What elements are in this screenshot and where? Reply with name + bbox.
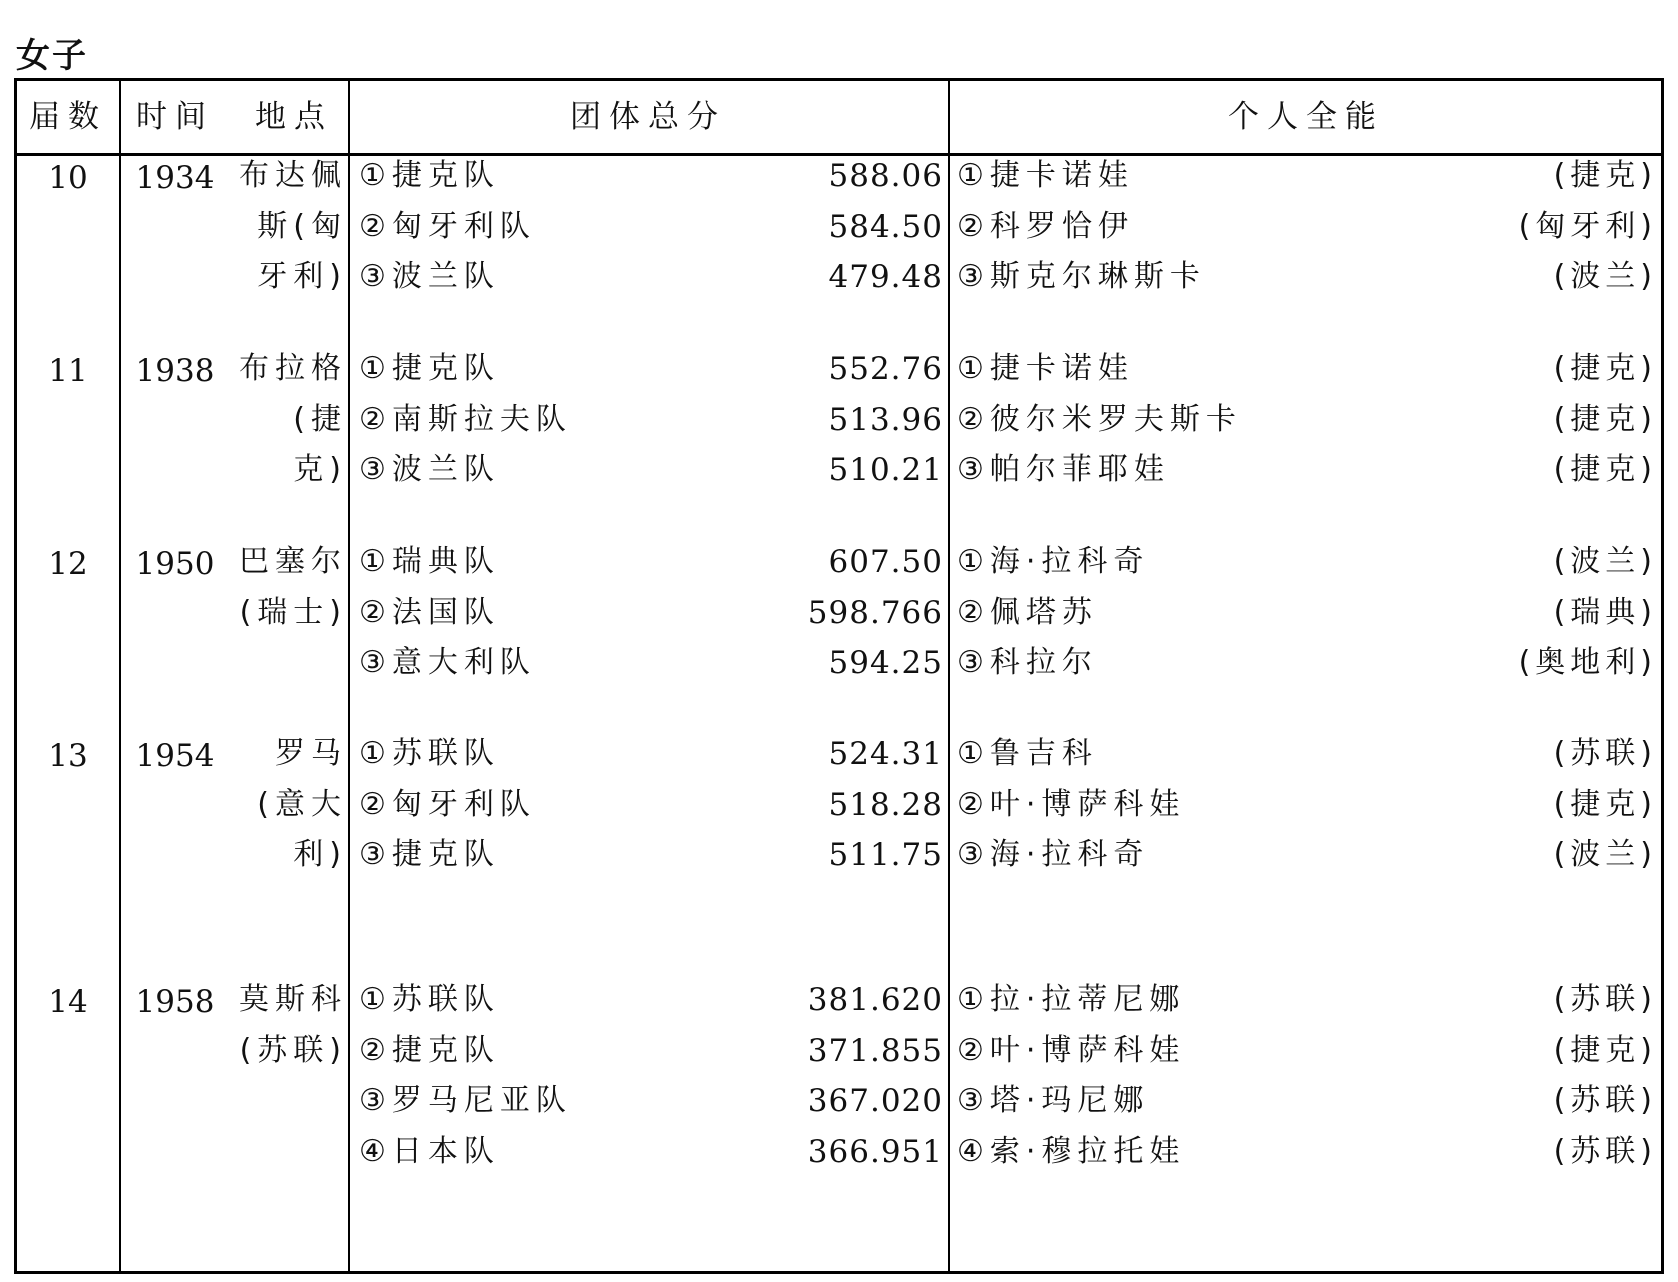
year: 1950	[135, 546, 215, 582]
session-number: 13	[48, 738, 88, 774]
team-rank-name: ①捷克队	[359, 158, 500, 193]
place-line: (意大	[257, 786, 347, 822]
athlete-country: (捷克)	[1553, 351, 1657, 386]
team-score: 479.48	[828, 259, 943, 295]
place-line: 巴塞尔	[239, 544, 347, 579]
team-rank-name: ①苏联队	[359, 982, 500, 1017]
team-rank-name: ③意大利队	[359, 645, 536, 680]
team-rank-name: ②匈牙利队	[359, 208, 536, 244]
year: 1958	[135, 984, 215, 1020]
team-score: 584.50	[828, 208, 943, 245]
team-rank-name: ③捷克队	[359, 837, 500, 872]
athlete-rank-name: ③科拉尔	[957, 645, 1098, 680]
team-rank-name: ②匈牙利队	[359, 786, 536, 822]
place-line: (捷	[293, 401, 347, 437]
team-score: 524.31	[828, 736, 943, 772]
team-score: 588.06	[828, 158, 943, 194]
place	[217, 975, 347, 1076]
team-rank-name: ②捷克队	[359, 1032, 500, 1068]
header-place: 地点	[255, 99, 333, 135]
session-number: 12	[48, 546, 88, 582]
athlete-rank-name: ②彼尔米罗夫斯卡	[957, 401, 1242, 437]
team-score: 518.28	[828, 786, 943, 823]
team-score: 552.76	[828, 351, 943, 387]
place-line: (瑞士)	[239, 594, 347, 630]
athlete-country: (波兰)	[1553, 544, 1657, 579]
athlete-country: (奥地利)	[1518, 645, 1657, 680]
team-rank-name: ③波兰队	[359, 259, 500, 294]
header-team-total: 团体总分	[570, 99, 726, 135]
athlete-rank-name: ①捷卡诺娃	[957, 351, 1134, 386]
athlete-rank-name: ③塔·玛尼娜	[957, 1083, 1150, 1118]
athlete-country: (捷克)	[1553, 158, 1657, 193]
athlete-country: (苏联)	[1553, 982, 1657, 1017]
athlete-country: (波兰)	[1553, 837, 1657, 872]
team-score: 381.620	[807, 982, 943, 1018]
results-table	[14, 78, 1664, 1274]
team-score: 513.96	[828, 401, 943, 438]
team-rank-name: ①瑞典队	[359, 544, 500, 579]
team-score: 366.951	[807, 1133, 943, 1170]
place	[217, 537, 347, 638]
athlete-country: (苏联)	[1553, 1133, 1657, 1169]
column-divider	[948, 81, 950, 1271]
team-score: 367.020	[807, 1083, 943, 1119]
year: 1954	[135, 738, 215, 774]
team-rank-name: ①苏联队	[359, 736, 500, 771]
athlete-rank-name: ②叶·博萨科娃	[957, 786, 1186, 822]
place	[217, 344, 347, 496]
athlete-country: (捷克)	[1553, 786, 1657, 822]
athlete-rank-name: ④索·穆拉托娃	[957, 1133, 1186, 1169]
header-individual-allround: 个人全能	[1228, 99, 1384, 135]
place-line: 利)	[293, 837, 347, 872]
athlete-rank-name: ①捷卡诺娃	[957, 158, 1134, 193]
place-line: (苏联)	[239, 1032, 347, 1068]
place-line: 克)	[293, 452, 347, 487]
session-number: 14	[48, 984, 88, 1020]
place-line: 布达佩	[239, 158, 347, 193]
team-score: 510.21	[828, 452, 943, 488]
session-number: 10	[48, 160, 88, 196]
team-score: 511.75	[828, 837, 943, 873]
athlete-rank-name: ③海·拉科奇	[957, 837, 1150, 872]
athlete-rank-name: ③帕尔菲耶娃	[957, 452, 1170, 487]
athlete-rank-name: ③斯克尔琳斯卡	[957, 259, 1206, 294]
athlete-rank-name: ①鲁吉科	[957, 736, 1098, 771]
athlete-rank-name: ①海·拉科奇	[957, 544, 1150, 579]
team-rank-name: ③罗马尼亚队	[359, 1083, 572, 1118]
session-number: 11	[48, 353, 88, 389]
team-rank-name: ③波兰队	[359, 452, 500, 487]
team-rank-name: ②法国队	[359, 594, 500, 630]
athlete-rank-name: ①拉·拉蒂尼娜	[957, 982, 1186, 1017]
team-score: 607.50	[828, 544, 943, 580]
team-rank-name: ④日本队	[359, 1133, 500, 1169]
place	[217, 729, 347, 881]
year: 1938	[135, 353, 215, 389]
team-rank-name: ②南斯拉夫队	[359, 401, 572, 437]
column-divider	[119, 81, 121, 1271]
athlete-country: (波兰)	[1553, 259, 1657, 294]
athlete-country: (捷克)	[1553, 452, 1657, 487]
athlete-country: (捷克)	[1553, 401, 1657, 437]
place-line: 牙利)	[257, 259, 347, 294]
place-line: 罗马	[275, 736, 347, 771]
place-line: 布拉格	[239, 351, 347, 386]
team-rank-name: ①捷克队	[359, 351, 500, 386]
team-score: 371.855	[807, 1032, 943, 1069]
header-year: 时间	[136, 99, 214, 135]
year: 1934	[135, 160, 215, 196]
section-title: 女子	[16, 36, 88, 76]
team-score: 594.25	[828, 645, 943, 681]
athlete-rank-name: ②科罗恰伊	[957, 208, 1134, 244]
athlete-country: (苏联)	[1553, 1083, 1657, 1118]
place	[217, 151, 347, 303]
athlete-country: (匈牙利)	[1518, 208, 1657, 244]
header-session: 届数	[29, 99, 107, 135]
column-divider	[348, 81, 350, 1271]
athlete-rank-name: ②佩塔苏	[957, 594, 1098, 630]
athlete-country: (捷克)	[1553, 1032, 1657, 1068]
athlete-country: (瑞典)	[1553, 594, 1657, 630]
athlete-rank-name: ②叶·博萨科娃	[957, 1032, 1186, 1068]
team-score: 598.766	[807, 594, 943, 631]
place-line: 莫斯科	[239, 982, 347, 1017]
place-line: 斯(匈	[257, 208, 347, 244]
athlete-country: (苏联)	[1553, 736, 1657, 771]
